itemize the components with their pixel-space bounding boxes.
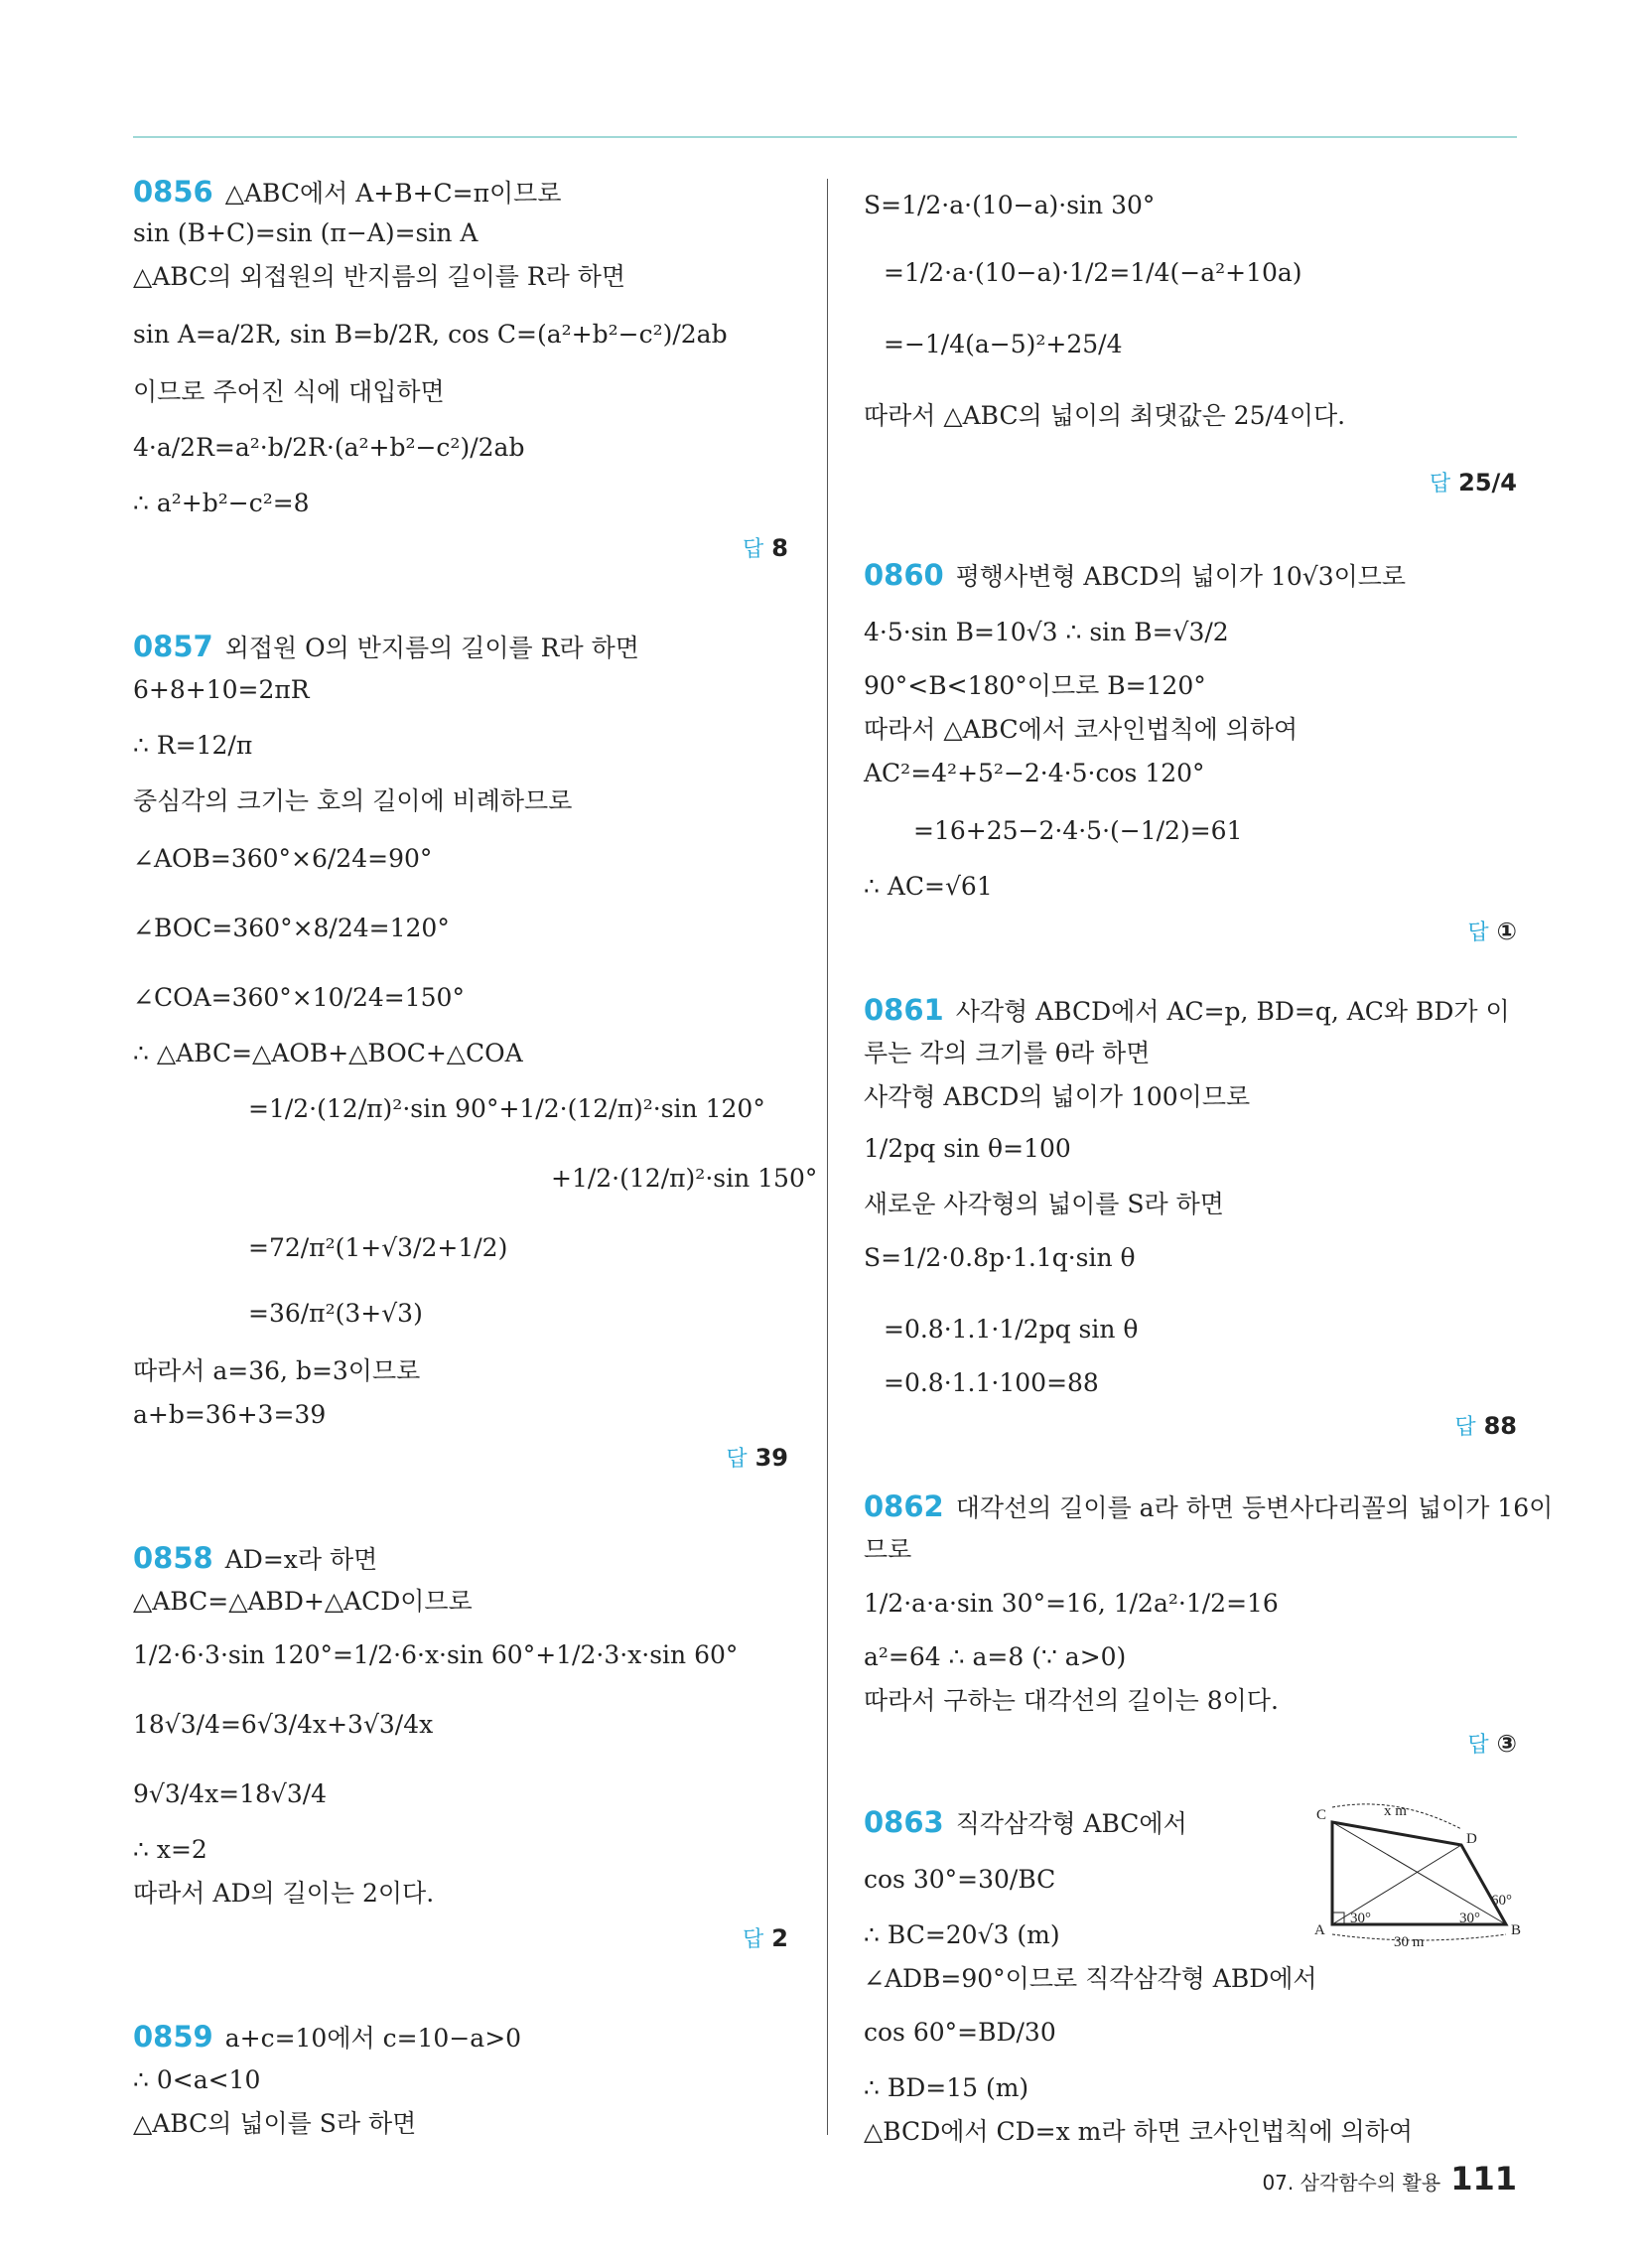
problem-0857-line-8: =1/2·(12/π)²·sin 90°+1/2·(12/π)²·sin 120° [248,1094,765,1123]
problem-0861-line-3: 1/2pq sin θ=100 [864,1134,1071,1163]
problem-0857-line-2: ∴ R=12/π [133,731,253,760]
label-x: x m [1384,1803,1407,1819]
problem-0857-line-5: ∠BOC=360°×8/24=120° [133,914,450,942]
label-60: 60° [1491,1893,1512,1909]
problem-0861-line-6: =0.8·1.1·1/2pq sin θ [884,1315,1139,1344]
problem-0860-line-5: =16+25−2·4·5·(−1/2)=61 [913,816,1243,845]
problem-0862-line-2: 1/2·a·a·sin 30°=16, 1/2a²·1/2=16 [864,1589,1279,1618]
problem-number: 0858 [133,1541,213,1575]
problem-0860-line-4: AC²=4²+5²−2·4·5·cos 120° [864,759,1205,787]
problem-0857-line-11: =36/π²(3+√3) [248,1299,423,1328]
answer-0861: 답 88 [1454,1412,1517,1440]
label-30m: 30 m [1394,1934,1425,1946]
problem-number: 0859 [133,2020,213,2054]
problem-0859-line-4: =1/2·a·(10−a)·1/2=1/4(−a²+10a) [884,258,1302,287]
answer-0857: 답 39 [726,1444,788,1472]
problem-number: 0860 [864,558,944,592]
problem-0857-line-1: 6+8+10=2πR [133,675,310,704]
problem-0860-line-3: 따라서 △ABC에서 코사인법칙에 의하여 [864,715,1299,744]
answer-0856: 답 8 [743,534,788,562]
problem-0862-line-3: a²=64 ∴ a=8 (∵ a>0) [864,1642,1127,1671]
problem-0863-line-2: ∴ BC=20√3 (m) [864,1920,1060,1949]
problem-0863-line-4: cos 60°=BD/30 [864,2018,1056,2047]
problem-0861-line-5: S=1/2·0.8p·1.1q·sin θ [864,1243,1136,1272]
problem-0857-line-10: =72/π²(1+√3/2+1/2) [248,1233,508,1262]
problem-0857-line-12: 따라서 a=36, b=3이므로 [133,1356,421,1385]
problem-0856-line-4: 이므로 주어진 식에 대입하면 [133,377,445,406]
problem-0858-line-1: △ABC=△ABD+△ACD이므로 [133,1587,473,1616]
page-number: 111 [1450,2160,1517,2197]
answer-0858: 답 2 [743,1924,788,1952]
problem-0859-line-1: ∴ 0<a<10 [133,2065,261,2094]
problem-0861-line-7: =0.8·1.1·100=88 [884,1368,1099,1397]
answer-0862: 답 ③ [1467,1730,1517,1758]
problem-0857-line-3: 중심각의 크기는 호의 길이에 비례하므로 [133,786,573,815]
problem-0858-line-0: 0858 AD=x라 하면 [133,1541,378,1575]
answer-0860: 답 ① [1467,918,1517,945]
problem-0858-line-5: ∴ x=2 [133,1835,207,1864]
label-b: B [1511,1922,1522,1938]
problem-number: 0857 [133,630,213,663]
problem-0856-line-3: sin A=a/2R, sin B=b/2R, cos C=(a²+b²−c²)/2ab [133,320,728,349]
problem-0861-line-0: 0861 사각형 ABCD에서 AC=p, BD=q, AC와 BD가 이 [864,993,1510,1027]
problem-0857-line-7: ∴ △ABC=△AOB+△BOC+△COA [133,1039,523,1067]
answer-0859: 답 25/4 [1429,469,1517,496]
problem-0863-line-6: △BCD에서 CD=x m라 하면 코사인법칙에 의하여 [864,2117,1413,2146]
label-30-b: 30° [1459,1911,1480,1926]
problem-0863-line-5: ∴ BD=15 (m) [864,2073,1029,2102]
problem-0857-line-9: +1/2·(12/π)²·sin 150° [551,1164,818,1193]
problem-0863-line-3: ∠ADB=90°이므로 직각삼각형 ABD에서 [864,1964,1317,1993]
problem-0859-line-0: 0859 a+c=10에서 c=10−a>0 [133,2020,522,2054]
problem-0856-line-1: sin (B+C)=sin (π−A)=sin A [133,218,479,247]
problem-0859-line-3: S=1/2·a·(10−a)·sin 30° [864,191,1156,219]
problem-0856-line-2: △ABC의 외접원의 반지름의 길이를 R라 하면 [133,262,626,291]
problem-0861-line-1: 루는 각의 크기를 θ라 하면 [864,1039,1151,1067]
problem-0857-line-0: 0857 외접원 O의 반지름의 길이를 R라 하면 [133,630,639,663]
top-rule [133,136,1517,138]
problem-number: 0856 [133,175,213,209]
problem-0857-line-4: ∠AOB=360°×6/24=90° [133,844,433,873]
problem-0861-line-2: 사각형 ABCD의 넓이가 100이므로 [864,1082,1251,1111]
problem-0858-line-6: 따라서 AD의 길이는 2이다. [133,1879,435,1908]
problem-0860-line-0: 0860 평행사변형 ABCD의 넓이가 10√3이므로 [864,558,1407,592]
problem-0862-line-4: 따라서 구하는 대각선의 길이는 8이다. [864,1686,1279,1715]
problem-0858-line-2: 1/2·6·3·sin 120°=1/2·6·x·sin 60°+1/2·3·x·sin 60° [133,1640,739,1669]
label-c: C [1316,1807,1327,1823]
problem-0857-line-13: a+b=36+3=39 [133,1400,327,1429]
problem-0856-line-0: 0856 △ABC에서 A+B+C=π이므로 [133,175,562,209]
problem-number: 0863 [864,1805,944,1839]
trapezoid-figure [1302,1797,1531,1946]
problem-0863-line-0: 0863 직각삼각형 ABC에서 [864,1805,1187,1839]
problem-0858-line-4: 9√3/4x=18√3/4 [133,1779,328,1808]
problem-0860-line-2: 90°<B<180°이므로 B=120° [864,671,1206,700]
label-d: D [1466,1831,1477,1847]
problem-0856-line-5: 4·a/2R=a²·b/2R·(a²+b²−c²)/2ab [133,433,525,462]
problem-0859-line-6: 따라서 △ABC의 넓이의 최댓값은 25/4이다. [864,401,1346,430]
label-30-a: 30° [1350,1911,1371,1926]
label-a: A [1314,1922,1325,1938]
problem-0862-line-1: 므로 [864,1535,912,1564]
problem-0861-line-4: 새로운 사각형의 넓이를 S라 하면 [864,1190,1224,1218]
problem-0860-line-6: ∴ AC=√61 [864,872,993,901]
problem-0859-line-2: △ABC의 넓이를 S라 하면 [133,2109,417,2138]
problem-0862-line-0: 0862 대각선의 길이를 a라 하면 등변사다리꼴의 넓이가 16이 [864,1489,1554,1523]
chapter-title: 07. 삼각함수의 활용 [1262,2171,1441,2195]
problem-0856-line-6: ∴ a²+b²−c²=8 [133,489,310,517]
column-divider [827,179,828,2135]
problem-0863-line-1: cos 30°=30/BC [864,1865,1056,1894]
problem-number: 0861 [864,993,944,1027]
problem-0857-line-6: ∠COA=360°×10/24=150° [133,983,465,1012]
problem-0860-line-1: 4·5·sin B=10√3 ∴ sin B=√3/2 [864,618,1229,646]
page-footer [1262,2160,1517,2197]
problem-number: 0862 [864,1489,944,1523]
problem-0859-line-5: =−1/4(a−5)²+25/4 [884,330,1123,358]
problem-0858-line-3: 18√3/4=6√3/4x+3√3/4x [133,1710,434,1739]
